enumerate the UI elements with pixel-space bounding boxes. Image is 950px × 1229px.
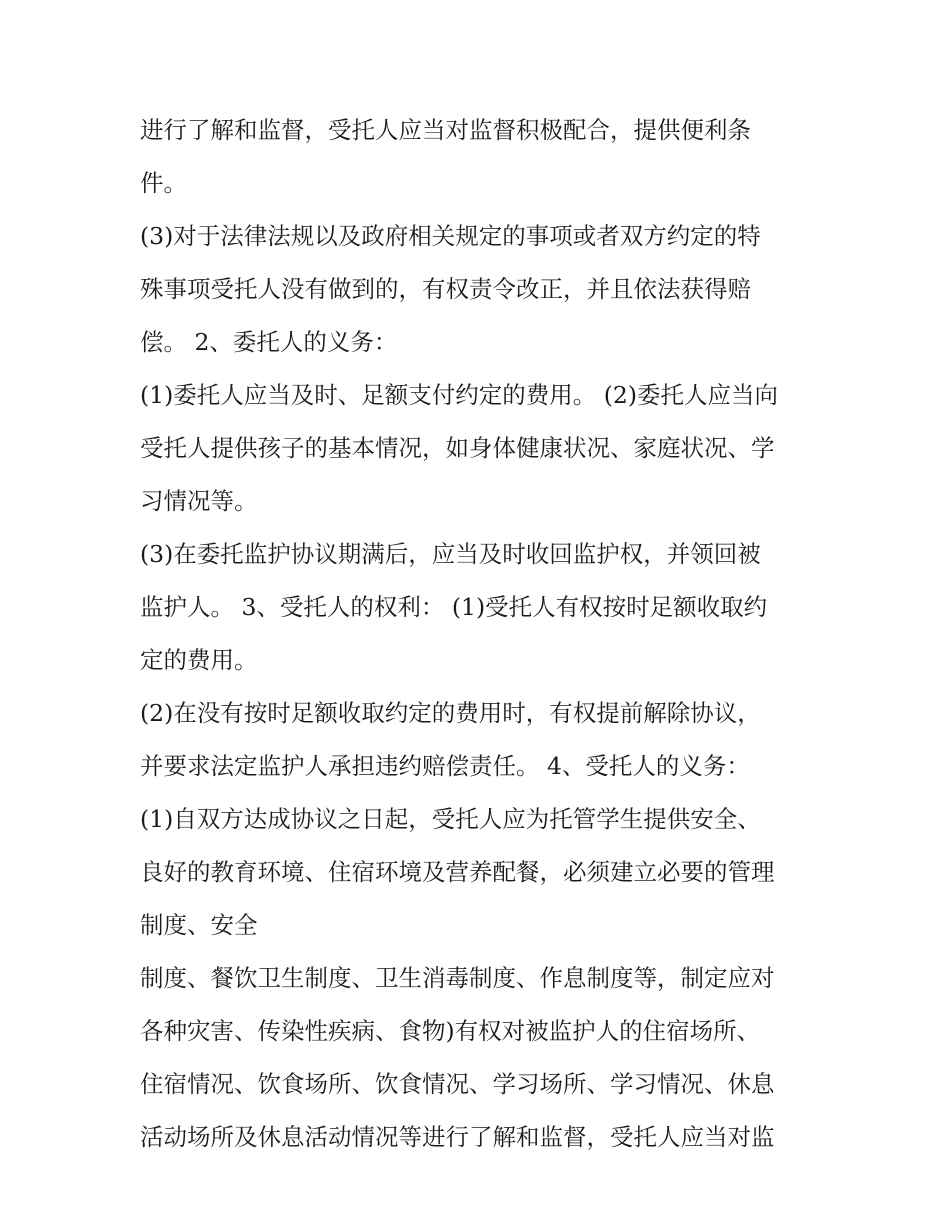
text-line: 定的费用。 (140, 646, 258, 674)
text-line: 受托人提供孩子的基本情况，如身体健康状况、家庭状况、学 (140, 434, 775, 462)
text-line: 殊事项受托人没有做到的，有权责令改正，并且依法获得赔 (140, 275, 751, 303)
text-line: (2)在没有按时足额收取约定的费用时，有权提前解除协议， (140, 699, 761, 727)
text-line: 监护人。 3、受托人的权利： (1)受托人有权按时足额收取约 (140, 593, 768, 621)
text-line: 活动场所及休息活动情况等进行了解和监督，受托人应当对监 (140, 1123, 775, 1151)
text-line: (1)自双方达成协议之日起，受托人应为托管学生提供安全、 (140, 805, 761, 833)
text-line: 制度、安全 (140, 911, 258, 939)
text-line: 件。 (140, 169, 187, 197)
text-line: 进行了解和监督，受托人应当对监督积极配合，提供便利条 (140, 116, 751, 144)
text-line: 习情况等。 (140, 487, 258, 515)
text-line: 良好的教育环境、住宿环境及营养配餐，必须建立必要的管理 (140, 858, 775, 886)
text-line: (3)对于法律法规以及政府相关规定的事项或者双方约定的特 (140, 222, 761, 250)
text-line: 制度、餐饮卫生制度、卫生消毒制度、作息制度等，制定应对 (140, 964, 775, 992)
text-line: 并要求法定监护人承担违约赔偿责任。 4、受托人的义务： (140, 752, 750, 780)
text-line: 各种灾害、传染性疾病、食物)有权对被监护人的住宿场所、 (140, 1017, 761, 1045)
document-body (140, 110, 830, 1170)
text-line: (3)在委托监护协议期满后，应当及时收回监护权，并领回被 (140, 540, 761, 568)
text-line: (1)委托人应当及时、足额支付约定的费用。 (2)委托人应当向 (140, 381, 779, 409)
text-line: 住宿情况、饮食场所、饮食情况、学习场所、学习情况、休息 (140, 1070, 775, 1098)
text-line: 偿。 2、委托人的义务： (140, 328, 398, 356)
